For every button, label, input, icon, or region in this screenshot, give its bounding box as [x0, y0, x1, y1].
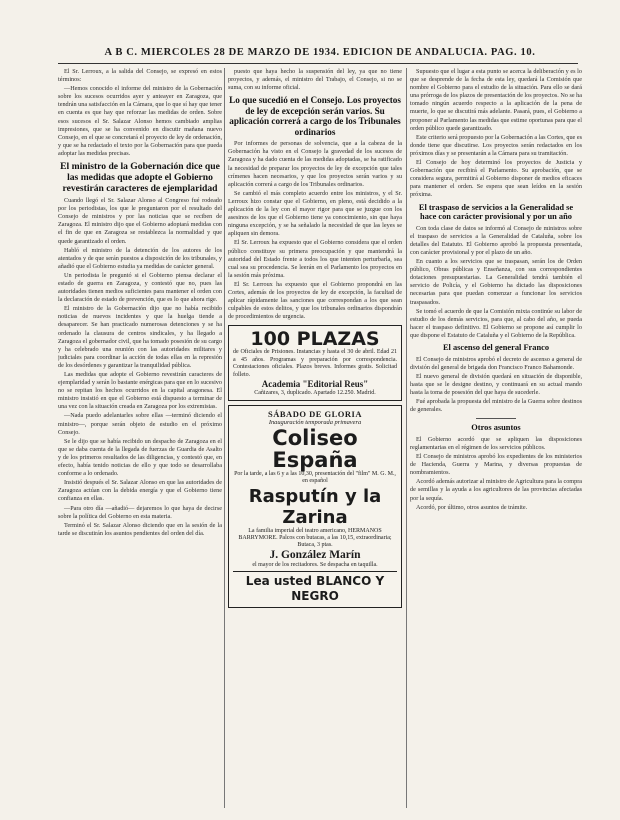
- ad-film-title: Rasputín y la Zarina: [248, 485, 382, 528]
- article-headline: El traspaso de servicios a la Generalidad se hace con carácter provisional y por un año: [418, 202, 574, 222]
- ad-headline: 100 PLAZAS: [250, 328, 380, 351]
- article-paragraph: Las medidas que adopte el Gobierno revestirán caracteres de ejemplaridad y serán lo bastante enérgicas para que en lo sucesivo no se repitan los hechos ocurridos en la capital aragonesa. El ministro insistió en que el Gobierno está dispuesto a terminar de una vez con la situación creada en Zaragoza por los extremistas.: [58, 371, 222, 411]
- article-paragraph: Habló el ministro de la detención de los autores de los atentados y de que serán puestos a disposición de los tribunales, y añadió que el Gobierno estudia ya medidas de carácter general.: [58, 246, 222, 270]
- article-paragraph: Supuesto que el lugar a esta punto se acerca la deliberación y es lo que se desprende de la fecha de esta ley, quedará la Comisión que nombre el Gobierno para el estudio de la situación. Para ello se dará una prórroga de los plazos de presentación de los proyectos. No se ha tomado ningún acuerdo respecto a la aplicación de la pena de muerte, lo que se discutirá más adelante. Pasará, pues, el Gobierno a proponer al Parlamento las medidas que estime oportunas para que el orden público quede garantizado.: [410, 68, 582, 132]
- article-paragraph: Por informes de personas de solvencia, que a la cabeza de la Gobernación ha visto en el Consejo la gravedad de los sucesos de Zaragoza y ha dado cuenta de las medidas adoptadas, se ha ratificado la necesidad de preparar los proyectos de ley de excepción que tales crímenes hacen necesarios, y que los proyectos serán varios y su aplicación correrá a cargo de los Tribunales ordinarios.: [228, 140, 402, 188]
- article-paragraph: El Consejo de hoy determinó los proyectos de Justicia y Gobernación que recibirá el Parlamento. Su aprobación, que se considera segura, permitirá al Gobierno disponer de medios eficaces para mantener el orden. Se espera que sean leídos en la sesión próxima.: [410, 159, 582, 199]
- article-paragraph: Se cambió el más completo acuerdo entre los ministros, y el Sr. Lerroux hizo constar que el Gobierno, en pleno, está decidido a la aplicación de la ley con el mayor rigor para que se juzgue con los asesinos de los que el Gobierno tiene ya conocimiento, sin que haya ninguna excepción, y se ha señalado la necesidad de que las leyes se apliquen sin demora.: [228, 189, 402, 238]
- article-paragraph: Acordó, por último, otros asuntos de trámite.: [416, 503, 528, 511]
- column-divider: [406, 68, 407, 808]
- article-paragraph: —Nada puedo adelantarles sobre ellas —terminó diciendo el ministro—, porque serán objeto de estudio en el próximo Consejo.: [58, 412, 222, 436]
- ad-performer-note: el mayor de los recitadores. Se despacha en taquilla.: [252, 562, 378, 569]
- article-paragraph: El Consejo de ministros aprobó el decreto de ascenso a general de división del general de brigada don Francisco Franco Bahamonde.: [410, 355, 582, 371]
- article-paragraph: Cuando llegó el Sr. Salazar Alonso al Congreso fué rodeado por los periodistas, los que le preguntaron por el resultado del Consejo de ministros y por las noticias que se reciben de Zaragoza. El ministro dijo que el Gobierno adoptará medidas con el fin de que en Zaragoza se restablezca la normalidad y que quede garantizado el orden.: [58, 197, 222, 245]
- article-paragraph: Se le dijo que se había recibido un despacho de Zaragoza en el que se daba cuenta de la llegada de fuerzas de Guardia de Asalto y de los primeros resultados de las diligencias, y contestó que, en efecto, había tenido noticias de ello y que todo se desarrollaba conforme a lo ordenado.: [58, 437, 222, 478]
- advertisement-academy: [228, 325, 402, 401]
- header-rule: [58, 63, 578, 64]
- article-paragraph: Terminó el Sr. Salazar Alonso diciendo que en la sesión de la tarde se discutirán los asuntos pendientes del orden del día.: [58, 521, 222, 537]
- column-2: [228, 68, 402, 808]
- article-paragraph: Insistió después el Sr. Salazar Alonso en que las autoridades de Zaragoza actúan con la debida energía y que el Gobierno tiene confianza en ellas.: [58, 479, 222, 503]
- article-paragraph: Este criterio será propuesto por la Gobernación a las Cortes, que es donde tiene que discutirse. Los proyectos serán redactados en los próximos días y se presentarán a la Cámara para su tramitación.: [410, 133, 582, 157]
- ad-address: Cañizares, 3, duplicado. Apartado 12.250. Madrid.: [254, 389, 376, 396]
- advertisement-cinema: [228, 405, 402, 608]
- ad-schedule: Por la tarde, a las 6 y a las 10,30, presentación del "film" M. G. M., en español: [234, 471, 396, 485]
- article-paragraph: El Consejo de ministros aprobó los expedientes de los ministerios de Hacienda, Guerra y Marina, y diversas propuestas de nombramientos.: [410, 453, 582, 477]
- column-1: [58, 68, 222, 808]
- article-paragraph: puesto que haya hecho la suspensión del ley, ya que no tiene proyectos, y además, el ministro del Trabajo, el Consejo, si no se suma, con su informe oficial.: [228, 68, 402, 92]
- page-header: A B C. MIERCOLES 28 DE MARZO DE 1934. EDICION DE ANDALUCIA. PAG. 10.: [104, 47, 536, 58]
- ad-cast: La familia imperial del teatro americano, HERMANOS BARRYMORE. Palcos con butacas, a las 10,15, extraordinaria; Butaca, 3 ptas.: [238, 527, 392, 548]
- article-paragraph: El Sr. Lerroux ha expuesto que el Gobierno propondrá en las Cortes, además de los proyectos de ley de excepción, la facultad de aplicar rápidamente las sanciones que correspondan a los que sean culpables de estos delitos, y que los tribunales ordinarios dispondrán de procedimientos de urgencia.: [228, 280, 402, 321]
- ad-date: SÁBADO DE GLORIA: [268, 409, 362, 420]
- article-paragraph: El Sr. Lerroux ha expuesto que el Gobierno considera que el orden público constituye su primera preocupación y que mantendrá la autoridad del Estado frente a todos los que intenten perturbarla, sea cual sea su procedencia. Se leerán en el Parlamento los proyectos en la sesión más próxima.: [228, 239, 402, 279]
- article-headline: Lo que sucedió en el Consejo. Los proyectos de ley de excepción serán varios. Su aplicación correrá a cargo de los Tribunales ordinarios: [229, 95, 401, 137]
- article-headline: El ascenso del general Franco: [442, 343, 550, 352]
- ad-body: de Oficiales de Prisiones. Instancias y hasta el 30 de abril. Edad 21 a 45 años. Programas y preparación por correspondencia. Contestaciones oficiales. Plazos breves. Informes gratis. Solicitad folleto.: [233, 349, 397, 378]
- article-paragraph: Fué aprobada la propuesta del ministro de la Guerra sobre destinos de generales.: [410, 398, 582, 414]
- article-paragraph: El nuevo general de división quedará en situación de disponible, hasta que se le designe destino, y continuará en su actual mando hasta la toma de posesión del que haya de sucederle.: [410, 372, 582, 396]
- article-paragraph: Con toda clase de datos se informó al Consejo de ministros sobre el traspaso de servicios a la Generalidad de Cataluña, sobre los detalles del Estatuto. El Gobierno aprobó la propuesta presentada, con carácter provisional y por el plazo de un año.: [410, 224, 582, 256]
- column-3: [410, 68, 582, 808]
- article-paragraph: Un periodista le preguntó si el Gobierno piensa declarar el estado de guerra en Zaragoza, y contestó que no, pues las autoridades tienen medios suficientes para mantener el orden con la declaración de estado de prevención, que es lo que ahora rige.: [58, 271, 222, 304]
- article-paragraph: —Hemos conocido el informe del ministro de la Gobernación sobre los sucesos ocurridos ayer y anteayer en Zaragoza, que tendrán una satisfacción en la Cámara, que lo que sí hay que tener en cuenta es que hay que reforzar las medidas de orden. Sobre esos sucesos el Sr. Salazar Alonso hemos cambiado amplias impresiones, que se ha convenido en discutir mañana nuevo Consejo, en el que se concretará el proyecto de ley de ordenación, y que se ha redactado el texto por la Gobernación para que pueda adoptar las medidas precisas.: [58, 85, 222, 157]
- article-paragraph: El Gobierno acordó que se apliquen las disposiciones reglamentarias en el régimen de los servicios públicos.: [410, 435, 582, 451]
- article-paragraph: Acordó además autorizar al ministro de Agricultura para la compra de semillas y la ayuda a los agricultores de las provincias afectadas por la sequía.: [410, 478, 582, 502]
- article-paragraph: Se tomó el acuerdo de que la Comisión mixta continúe su labor de estudio de los demás servicios, para que, al cabo del año, se pueda hacer el traspaso definitivo. El Gobierno se propone así cumplir lo que dispone el Estatuto de Cataluña y el Gobierno de la República.: [410, 307, 582, 339]
- ad-advertiser: Academia "Editorial Reus": [261, 378, 369, 389]
- article-paragraph: En cuanto a los servicios que se traspasan, serán los de Orden público, Obras públicas y Enseñanza, con sus correspondientes dotaciones presupuestarias. La Generalidad tendrá también el servicio de Policía, y el Gobierno ha dictado las disposiciones necesarias para que puedan comenzar a funcionar los servicios traspasados.: [410, 258, 582, 306]
- ad-subtitle: Inauguración temporada primavera: [268, 419, 362, 427]
- ad-venue: Coliseo España: [272, 426, 358, 473]
- article-paragraph: El ministro de la Gobernación dijo que no había recibido noticias de nuevos incidentes y que la huelga tiende a desaparecer. Se han practicado numerosas detenciones y se ha ordenado la clausura de centros sindicales, y ha llegado a Zaragoza el gobernador civil, que ha tomado posesión de su cargo y ha celebrado una reunión con las autoridades militares y judiciales para coordinar la acción de todas ellas en la represión de los desórdenes y garantizar la tranquilidad pública.: [58, 305, 222, 369]
- article-paragraph: El Sr. Lerroux, a la salida del Consejo, se expresó en estos términos:: [58, 68, 222, 84]
- column-divider: [224, 68, 225, 808]
- article-paragraph: —Para otro día —añadió— dejaremos lo que haya de decirse sobre la política del Gobierno en esta materia.: [58, 504, 222, 520]
- ad-performer: J. González Marín: [269, 549, 361, 562]
- article-headline: Otros asuntos: [471, 423, 521, 433]
- section-divider: [476, 418, 516, 419]
- ad-magazine: Lea usted BLANCO Y NEGRO: [233, 571, 397, 604]
- article-headline: El ministro de la Gobernación dice que las medidas que adopte el Gobierno revestirán caracteres de ejemplaridad: [60, 161, 220, 195]
